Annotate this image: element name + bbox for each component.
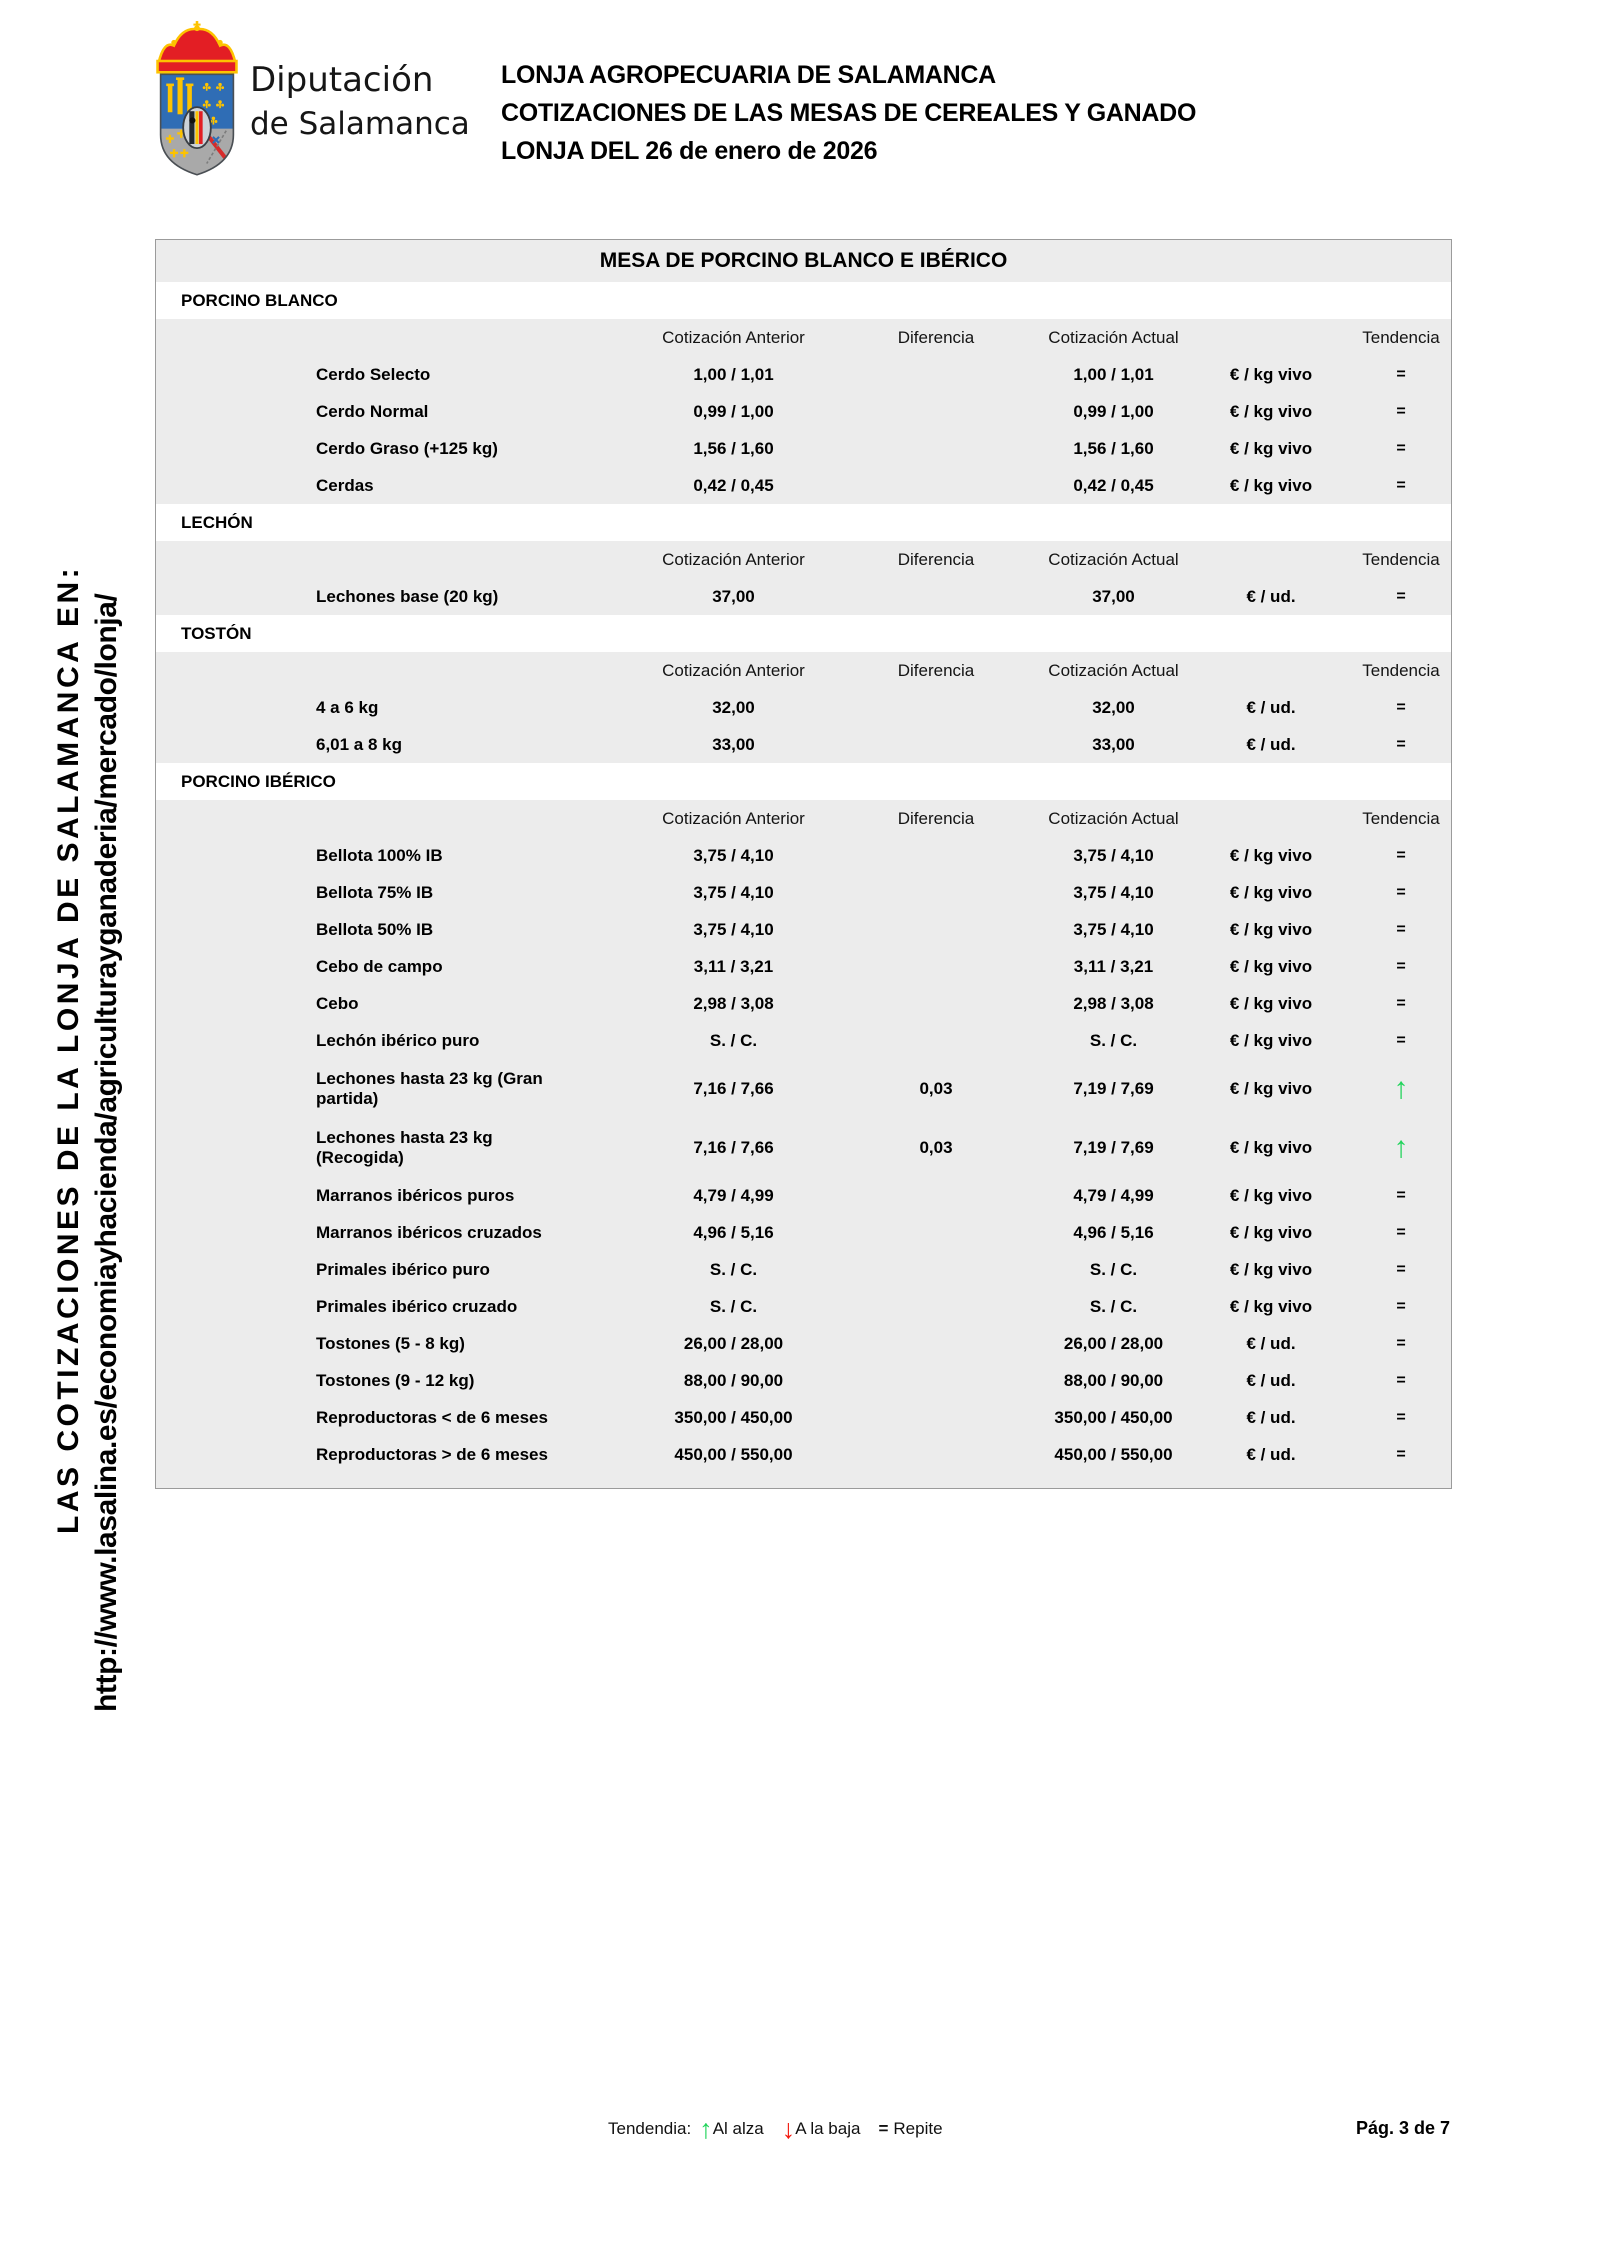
cell-tendencia: = xyxy=(1396,1223,1406,1241)
cell-cotizacion-anterior: 26,00 / 28,00 xyxy=(683,1333,784,1353)
row-label-cell xyxy=(156,438,631,459)
legend-up-label: Al alza xyxy=(712,2119,764,2138)
table-row xyxy=(156,1022,1451,1059)
cell-unit: € / kg vivo xyxy=(1229,1222,1313,1242)
table-row xyxy=(156,1059,1451,1118)
table-row xyxy=(156,467,1451,504)
cell-tendencia: = xyxy=(1396,1031,1406,1049)
row-label-cell xyxy=(156,734,631,755)
cell-cotizacion-actual: 3,75 / 4,10 xyxy=(1073,919,1154,939)
cell-cotizacion-actual: 1,00 / 1,01 xyxy=(1073,364,1154,384)
cell-unit: € / kg vivo xyxy=(1229,1296,1313,1316)
table-row xyxy=(156,948,1451,985)
cell-unit: € / kg vivo xyxy=(1229,919,1313,939)
cell-tendencia: = xyxy=(1396,1371,1406,1389)
cell-cotizacion-actual: 33,00 xyxy=(1092,734,1135,754)
column-header-row xyxy=(156,652,1451,689)
section-title: PORCINO IBÉRICO xyxy=(156,763,1451,800)
cell-unit: € / ud. xyxy=(1246,1407,1296,1427)
cell-cotizacion-anterior: 3,75 / 4,10 xyxy=(693,919,774,939)
column-header-row xyxy=(156,800,1451,837)
row-label: Reproductoras < de 6 meses xyxy=(316,1407,548,1427)
cell-unit: € / ud. xyxy=(1246,1370,1296,1390)
row-label: Cerdo Graso (+125 kg) xyxy=(316,438,498,458)
column-header-row xyxy=(156,319,1451,356)
row-label: Primales ibérico cruzado xyxy=(316,1296,518,1316)
cell-cotizacion-actual: 350,00 / 450,00 xyxy=(1054,1407,1173,1427)
cell-unit: € / kg vivo xyxy=(1229,1259,1313,1279)
cell-tendencia: = xyxy=(1396,402,1406,420)
cell-cotizacion-actual: 4,96 / 5,16 xyxy=(1073,1222,1154,1242)
table-section xyxy=(156,763,1451,1488)
cell-tendencia: = xyxy=(1396,920,1406,938)
cell-cotizacion-actual: 450,00 / 550,00 xyxy=(1054,1444,1173,1464)
cell-cotizacion-actual: S. / C. xyxy=(1089,1030,1138,1050)
col-header-tendencia: Tendencia xyxy=(1362,660,1440,680)
cell-diferencia: 0,03 xyxy=(919,1078,953,1098)
table-section xyxy=(156,615,1451,763)
row-label-cell xyxy=(156,401,631,422)
row-label-cell xyxy=(156,1407,631,1428)
section-rows xyxy=(156,837,1451,1473)
cell-unit: € / kg vivo xyxy=(1229,475,1313,495)
cell-unit: € / kg vivo xyxy=(1229,882,1313,902)
row-label-cell xyxy=(156,1296,631,1317)
cell-cotizacion-anterior: 2,98 / 3,08 xyxy=(693,993,774,1013)
cell-tendencia: = xyxy=(1396,883,1406,901)
cell-unit: € / ud. xyxy=(1246,697,1296,717)
cell-cotizacion-anterior: S. / C. xyxy=(709,1296,758,1316)
cell-cotizacion-anterior: 1,56 / 1,60 xyxy=(693,438,774,458)
legend-repite-label: Repite xyxy=(893,2119,943,2138)
table-row xyxy=(156,430,1451,467)
cell-tendencia: = xyxy=(1396,1445,1406,1463)
quotes-table xyxy=(155,239,1452,1489)
brand-line2: de Salamanca xyxy=(250,106,470,142)
row-label: Marranos ibéricos cruzados xyxy=(316,1222,542,1242)
col-header-actual: Cotización Actual xyxy=(1048,660,1179,680)
row-label: Cerdo Normal xyxy=(316,401,429,421)
row-label-cell xyxy=(156,845,631,866)
cell-cotizacion-anterior: 350,00 / 450,00 xyxy=(674,1407,793,1427)
table-row xyxy=(156,356,1451,393)
col-header-actual: Cotización Actual xyxy=(1048,808,1179,828)
cell-cotizacion-actual: 7,19 / 7,69 xyxy=(1073,1078,1154,1098)
cell-cotizacion-actual: 3,75 / 4,10 xyxy=(1073,882,1154,902)
cell-cotizacion-actual: S. / C. xyxy=(1089,1296,1138,1316)
document-title-line1: LONJA AGROPECUARIA DE SALAMANCA xyxy=(501,61,996,89)
table-row xyxy=(156,1288,1451,1325)
cell-cotizacion-actual: 4,79 / 4,99 xyxy=(1073,1185,1154,1205)
cell-tendencia: = xyxy=(1396,1334,1406,1352)
table-row xyxy=(156,837,1451,874)
cell-unit: € / kg vivo xyxy=(1229,993,1313,1013)
cell-cotizacion-anterior: 7,16 / 7,66 xyxy=(693,1137,774,1157)
table-row xyxy=(156,1251,1451,1288)
cell-unit: € / kg vivo xyxy=(1229,364,1313,384)
cell-cotizacion-actual: 32,00 xyxy=(1092,697,1135,717)
section-block xyxy=(156,652,1451,763)
table-row xyxy=(156,393,1451,430)
cell-cotizacion-anterior: 0,42 / 0,45 xyxy=(693,475,774,495)
cell-cotizacion-anterior: 3,75 / 4,10 xyxy=(693,882,774,902)
cell-cotizacion-actual: 2,98 / 3,08 xyxy=(1073,993,1154,1013)
row-label: Lechones hasta 23 kg (Gran partida) xyxy=(316,1068,543,1108)
col-header-actual: Cotización Actual xyxy=(1048,327,1179,347)
row-label-cell xyxy=(156,1030,631,1051)
row-label: 4 a 6 kg xyxy=(316,697,379,717)
row-label-cell xyxy=(156,1069,631,1109)
section-block xyxy=(156,319,1451,504)
row-label: Marranos ibéricos puros xyxy=(316,1185,515,1205)
section-title: TOSTÓN xyxy=(156,615,1451,652)
row-label-cell xyxy=(156,993,631,1014)
row-label: Reproductoras > de 6 meses xyxy=(316,1444,548,1464)
col-header-anterior: Cotización Anterior xyxy=(662,808,805,828)
cell-cotizacion-actual: 3,11 / 3,21 xyxy=(1073,956,1154,976)
legend-down-label: A la baja xyxy=(795,2119,861,2138)
row-label: Lechones base (20 kg) xyxy=(316,586,499,606)
cell-cotizacion-anterior: S. / C. xyxy=(709,1259,758,1279)
cell-unit: € / ud. xyxy=(1246,586,1296,606)
cell-cotizacion-anterior: 33,00 xyxy=(712,734,755,754)
cell-cotizacion-anterior: 7,16 / 7,66 xyxy=(693,1078,774,1098)
cell-tendencia: ↑ xyxy=(1393,1071,1409,1105)
section-rows xyxy=(156,356,1451,504)
cell-cotizacion-anterior: S. / C. xyxy=(709,1030,758,1050)
section-title: PORCINO BLANCO xyxy=(156,282,1451,319)
cell-diferencia: 0,03 xyxy=(919,1137,953,1157)
row-label-cell xyxy=(156,882,631,903)
cell-unit: € / kg vivo xyxy=(1229,401,1313,421)
section-rows xyxy=(156,578,1451,615)
table-row xyxy=(156,689,1451,726)
table-row xyxy=(156,911,1451,948)
cell-cotizacion-anterior: 32,00 xyxy=(712,697,755,717)
col-header-tendencia: Tendencia xyxy=(1362,808,1440,828)
row-label-cell xyxy=(156,1185,631,1206)
row-label-cell xyxy=(156,1444,631,1465)
row-label: Bellota 100% IB xyxy=(316,845,443,865)
row-label: Lechones hasta 23 kg (Recogida) xyxy=(316,1127,493,1167)
cell-unit: € / kg vivo xyxy=(1229,845,1313,865)
document-title xyxy=(501,56,1196,170)
table-row xyxy=(156,726,1451,763)
document-title-line2: COTIZACIONES DE LAS MESAS DE CEREALES Y GANADO xyxy=(501,99,1197,127)
column-header-row xyxy=(156,541,1451,578)
col-header-diferencia: Diferencia xyxy=(897,327,975,347)
col-header-anterior: Cotización Anterior xyxy=(662,549,805,569)
table-section xyxy=(156,282,1451,504)
brand-line1: Diputación xyxy=(250,60,434,100)
cell-cotizacion-actual: 37,00 xyxy=(1092,586,1135,606)
cell-tendencia: = xyxy=(1396,994,1406,1012)
cell-cotizacion-actual: 7,19 / 7,69 xyxy=(1073,1137,1154,1157)
cell-tendencia: = xyxy=(1396,587,1406,605)
cell-tendencia: = xyxy=(1396,365,1406,383)
cell-cotizacion-actual: 0,42 / 0,45 xyxy=(1073,475,1154,495)
document-title-line3: LONJA DEL 26 de enero de 2026 xyxy=(501,137,878,165)
cell-tendencia: = xyxy=(1396,957,1406,975)
cell-cotizacion-anterior: 3,75 / 4,10 xyxy=(693,845,774,865)
cell-tendencia: = xyxy=(1396,1186,1406,1204)
cell-unit: € / kg vivo xyxy=(1229,1137,1313,1157)
cell-cotizacion-actual: 88,00 / 90,00 xyxy=(1063,1370,1164,1390)
row-label-cell xyxy=(156,1333,631,1354)
table-row xyxy=(156,1362,1451,1399)
table-row xyxy=(156,1399,1451,1436)
cell-cotizacion-actual: S. / C. xyxy=(1089,1259,1138,1279)
table-row xyxy=(156,1214,1451,1251)
row-label-cell xyxy=(156,475,631,496)
cell-cotizacion-actual: 0,99 / 1,00 xyxy=(1073,401,1154,421)
trend-down-icon: ↓ xyxy=(781,2114,796,2144)
cell-tendencia: = xyxy=(1396,846,1406,864)
cell-unit: € / ud. xyxy=(1246,1333,1296,1353)
cell-cotizacion-actual: 3,75 / 4,10 xyxy=(1073,845,1154,865)
cell-unit: € / kg vivo xyxy=(1229,1030,1313,1050)
table-row xyxy=(156,985,1451,1022)
cell-cotizacion-anterior: 450,00 / 550,00 xyxy=(674,1444,793,1464)
row-label-cell xyxy=(156,697,631,718)
col-header-anterior: Cotización Anterior xyxy=(662,327,805,347)
cell-cotizacion-anterior: 4,79 / 4,99 xyxy=(693,1185,774,1205)
table-row xyxy=(156,1325,1451,1362)
section-block xyxy=(156,541,1451,615)
row-label: Primales ibérico puro xyxy=(316,1259,490,1279)
col-header-tendencia: Tendencia xyxy=(1362,327,1440,347)
cell-unit: € / kg vivo xyxy=(1229,1185,1313,1205)
cell-unit: € / ud. xyxy=(1246,1444,1296,1464)
footer-legend xyxy=(608,2114,943,2144)
cell-cotizacion-anterior: 3,11 / 3,21 xyxy=(693,956,774,976)
row-label-cell xyxy=(156,1128,631,1168)
diputacion-coat-of-arms-logo xyxy=(148,20,246,184)
row-label-cell xyxy=(156,1222,631,1243)
section-title: LECHÓN xyxy=(156,504,1451,541)
row-label-cell xyxy=(156,919,631,940)
row-label: Bellota 75% IB xyxy=(316,882,434,902)
row-label: Cebo xyxy=(316,993,359,1013)
section-block xyxy=(156,800,1451,1488)
cell-tendencia: ↑ xyxy=(1393,1130,1409,1164)
row-label-cell xyxy=(156,586,631,607)
row-label: Cerdas xyxy=(316,475,374,495)
section-rows xyxy=(156,689,1451,763)
brand-text xyxy=(250,60,470,142)
table-row xyxy=(156,1436,1451,1473)
table-title: MESA DE PORCINO BLANCO E IBÉRICO xyxy=(599,249,1008,272)
trend-up-icon: ↑ xyxy=(699,2114,713,2144)
cell-cotizacion-anterior: 1,00 / 1,01 xyxy=(693,364,774,384)
page-number: Pág. 3 de 7 xyxy=(1355,2118,1450,2138)
col-header-actual: Cotización Actual xyxy=(1048,549,1179,569)
row-label: Bellota 50% IB xyxy=(316,919,434,939)
col-header-tendencia: Tendencia xyxy=(1362,549,1440,569)
row-label-cell xyxy=(156,956,631,977)
cell-cotizacion-anterior: 88,00 / 90,00 xyxy=(683,1370,784,1390)
cell-tendencia: = xyxy=(1396,698,1406,716)
legend-tendencia-label: Tendendia: xyxy=(608,2119,692,2138)
col-header-diferencia: Diferencia xyxy=(897,808,975,828)
row-label: Lechón ibérico puro xyxy=(316,1030,480,1050)
row-label: Cebo de campo xyxy=(316,956,443,976)
row-label: Tostones (5 - 8 kg) xyxy=(316,1333,465,1353)
col-header-anterior: Cotización Anterior xyxy=(662,660,805,680)
cell-unit: € / kg vivo xyxy=(1229,1078,1313,1098)
cell-unit: € / kg vivo xyxy=(1229,956,1313,976)
sidebar-caption-text: LAS COTIZACIONES DE LA LONJA DE SALAMANCA EN: xyxy=(52,564,85,1534)
trend-equal-icon: = xyxy=(878,2119,889,2138)
table-row xyxy=(156,874,1451,911)
cell-tendencia: = xyxy=(1396,1408,1406,1426)
table-row xyxy=(156,1177,1451,1214)
cell-cotizacion-anterior: 0,99 / 1,00 xyxy=(693,401,774,421)
row-label-cell xyxy=(156,1259,631,1280)
table-row xyxy=(156,1118,1451,1177)
cell-cotizacion-actual: 26,00 / 28,00 xyxy=(1063,1333,1164,1353)
col-header-diferencia: Diferencia xyxy=(897,549,975,569)
cell-tendencia: = xyxy=(1396,476,1406,494)
cell-tendencia: = xyxy=(1396,735,1406,753)
table-section xyxy=(156,504,1451,615)
row-label: Cerdo Selecto xyxy=(316,364,431,384)
sidebar-url-text: http://www.lasalina.es/economiayhacienda/agriculturayganaderia/mercado/lonja/ xyxy=(90,593,123,1712)
cell-cotizacion-anterior: 37,00 xyxy=(712,586,755,606)
cell-unit: € / ud. xyxy=(1246,734,1296,754)
cell-cotizacion-anterior: 4,96 / 5,16 xyxy=(693,1222,774,1242)
cell-cotizacion-actual: 1,56 / 1,60 xyxy=(1073,438,1154,458)
cell-tendencia: = xyxy=(1396,1297,1406,1315)
cell-unit: € / kg vivo xyxy=(1229,438,1313,458)
row-label: 6,01 a 8 kg xyxy=(316,734,403,754)
table-row xyxy=(156,578,1451,615)
cell-tendencia: = xyxy=(1396,439,1406,457)
cell-tendencia: = xyxy=(1396,1260,1406,1278)
row-label-cell xyxy=(156,1370,631,1391)
row-label: Tostones (9 - 12 kg) xyxy=(316,1370,475,1390)
col-header-diferencia: Diferencia xyxy=(897,660,975,680)
row-label-cell xyxy=(156,364,631,385)
